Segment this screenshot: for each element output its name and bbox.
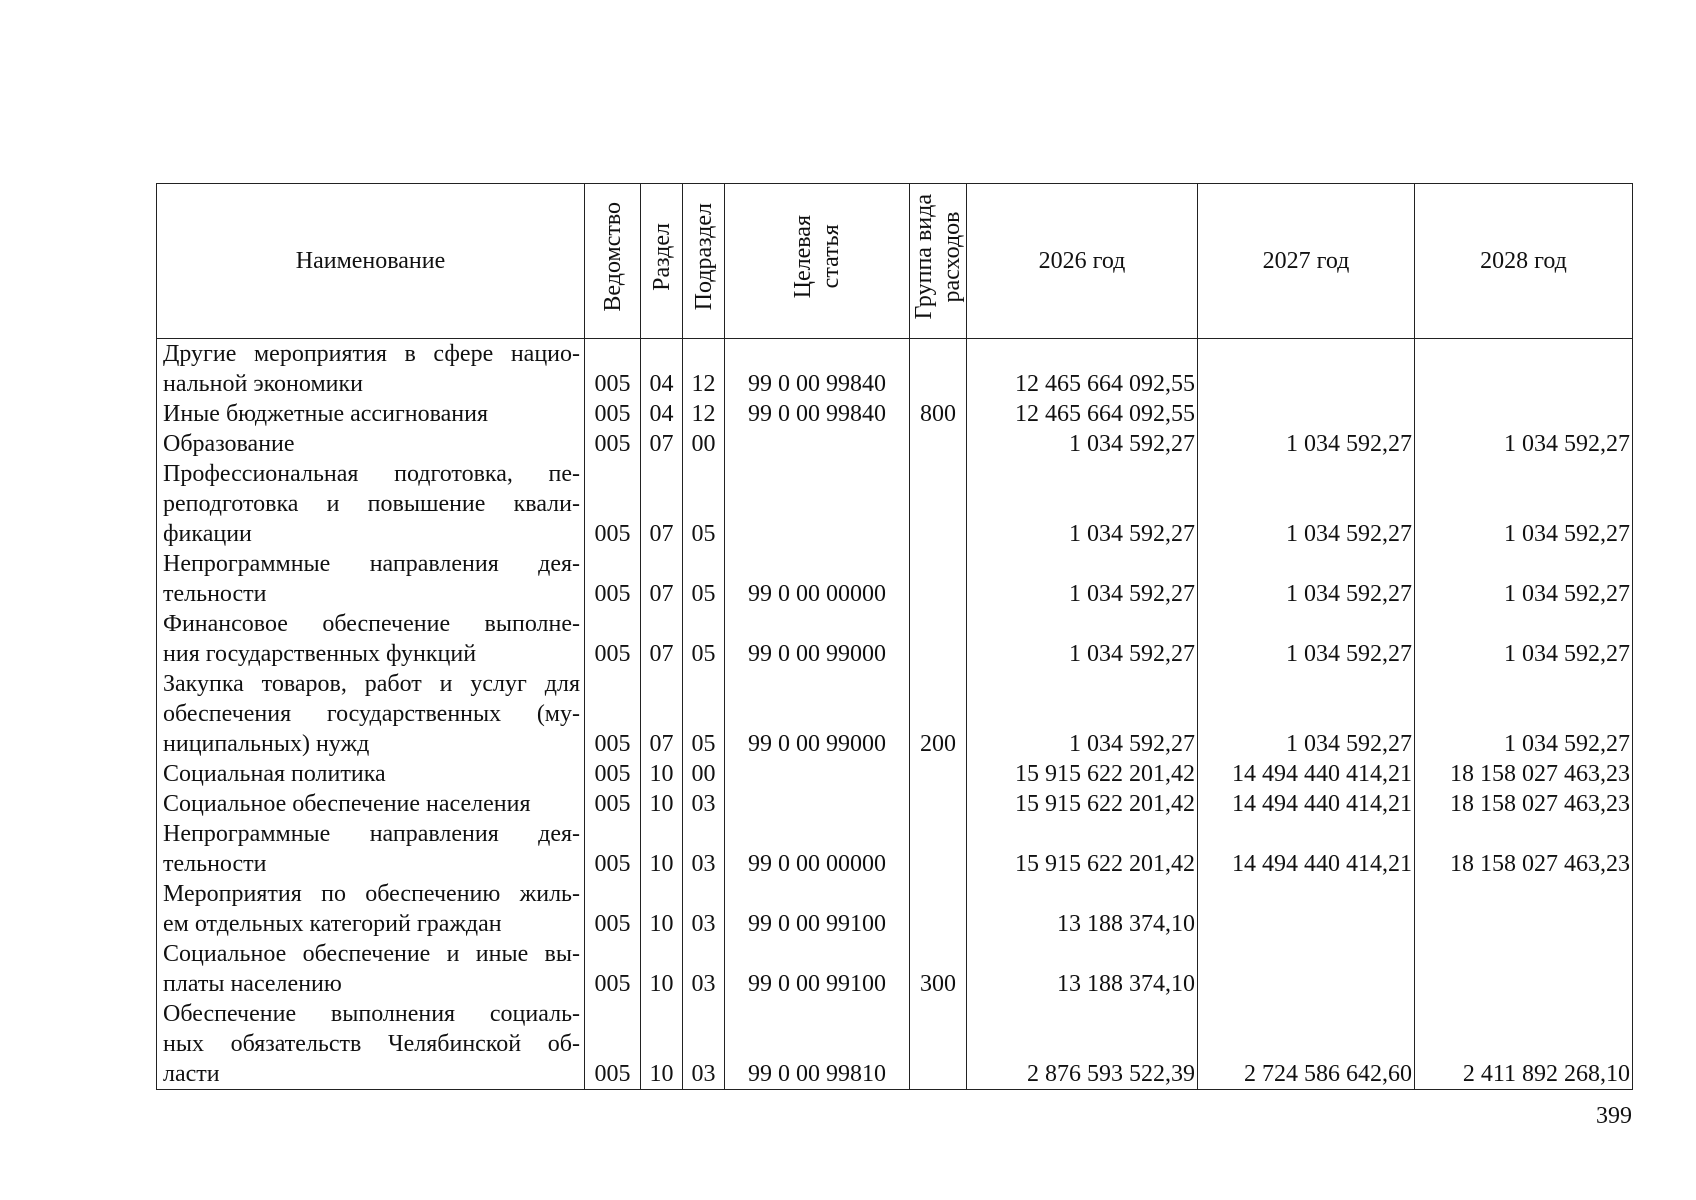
row-amount-2026: 1 034 592,27	[967, 549, 1198, 609]
row-amount-2027	[1198, 939, 1415, 999]
row-podrazdel: 12	[683, 399, 725, 429]
row-amount-2027: 1 034 592,27	[1198, 669, 1415, 759]
row-gruppa: 200	[910, 669, 967, 759]
header-name: Наименование	[157, 184, 585, 339]
row-razdel: 07	[641, 459, 683, 549]
row-name	[157, 939, 585, 999]
table-row	[157, 819, 1633, 879]
row-name	[157, 669, 585, 759]
row-gruppa	[910, 819, 967, 879]
row-vedomstvo: 005	[585, 759, 641, 789]
row-podrazdel: 03	[683, 789, 725, 819]
row-amount-2026: 15 915 622 201,42	[967, 789, 1198, 819]
row-name	[157, 819, 585, 879]
row-razdel: 04	[641, 399, 683, 429]
row-vedomstvo: 005	[585, 669, 641, 759]
row-amount-2026: 13 188 374,10	[967, 939, 1198, 999]
row-name-line: Закупка товаров, работ и услуг для	[163, 671, 580, 697]
row-celevaya-statya: 99 0 00 00000	[725, 819, 910, 879]
row-amount-2027: 14 494 440 414,21	[1198, 759, 1415, 789]
header-razdel: Раздел	[641, 184, 683, 339]
row-amount-2028	[1415, 879, 1633, 939]
row-name	[157, 759, 585, 789]
row-celevaya-statya: 99 0 00 99840	[725, 399, 910, 429]
row-vedomstvo: 005	[585, 879, 641, 939]
row-name-line: нальной экономики	[163, 371, 363, 397]
row-razdel: 10	[641, 879, 683, 939]
row-razdel: 10	[641, 939, 683, 999]
row-name	[157, 549, 585, 609]
row-podrazdel: 03	[683, 879, 725, 939]
row-vedomstvo: 005	[585, 609, 641, 669]
table-row	[157, 399, 1633, 429]
row-razdel: 10	[641, 759, 683, 789]
row-name	[157, 999, 585, 1090]
table-row	[157, 429, 1633, 459]
table-row	[157, 999, 1633, 1090]
row-name	[157, 399, 585, 429]
row-gruppa	[910, 999, 967, 1090]
row-celevaya-statya: 99 0 00 99810	[725, 999, 910, 1090]
row-gruppa	[910, 549, 967, 609]
row-razdel: 10	[641, 819, 683, 879]
row-amount-2028: 18 158 027 463,23	[1415, 819, 1633, 879]
row-name-line: Иные бюджетные ассигнования	[163, 401, 488, 427]
row-amount-2027: 1 034 592,27	[1198, 429, 1415, 459]
row-name-line: Социальное обеспечение и иные вы-	[163, 941, 580, 967]
row-razdel: 07	[641, 609, 683, 669]
header-year-2028: 2028 год	[1415, 184, 1633, 339]
table-row	[157, 879, 1633, 939]
row-amount-2027: 14 494 440 414,21	[1198, 819, 1415, 879]
row-name	[157, 789, 585, 819]
row-amount-2026: 1 034 592,27	[967, 609, 1198, 669]
row-podrazdel: 03	[683, 819, 725, 879]
row-amount-2026: 15 915 622 201,42	[967, 759, 1198, 789]
row-amount-2026: 1 034 592,27	[967, 459, 1198, 549]
row-amount-2027: 14 494 440 414,21	[1198, 789, 1415, 819]
row-name-line: Мероприятия по обеспечению жиль-	[163, 881, 580, 907]
row-name-line: реподготовка и повышение квали-	[163, 491, 580, 517]
row-vedomstvo: 005	[585, 819, 641, 879]
header-celevaya-statya: Целевая статья	[725, 184, 910, 339]
table-header-row	[157, 184, 1633, 339]
row-name-line: Финансовое обеспечение выполне-	[163, 611, 580, 637]
row-celevaya-statya: 99 0 00 99840	[725, 339, 910, 400]
row-amount-2026: 2 876 593 522,39	[967, 999, 1198, 1090]
row-amount-2026: 1 034 592,27	[967, 669, 1198, 759]
row-podrazdel: 03	[683, 999, 725, 1090]
row-name	[157, 429, 585, 459]
row-gruppa	[910, 759, 967, 789]
row-amount-2026: 12 465 664 092,55	[967, 339, 1198, 400]
row-name-line: ниципальных) нужд	[163, 731, 370, 757]
row-vedomstvo: 005	[585, 339, 641, 400]
row-celevaya-statya	[725, 429, 910, 459]
row-name-line: Непрограммные направления дея-	[163, 551, 580, 577]
row-celevaya-statya: 99 0 00 99000	[725, 609, 910, 669]
row-podrazdel: 12	[683, 339, 725, 400]
row-amount-2028: 1 034 592,27	[1415, 549, 1633, 609]
row-vedomstvo: 005	[585, 549, 641, 609]
row-vedomstvo: 005	[585, 999, 641, 1090]
table-row	[157, 459, 1633, 549]
row-name-line: тельности	[163, 851, 267, 877]
row-razdel: 10	[641, 999, 683, 1090]
row-razdel: 07	[641, 549, 683, 609]
row-razdel: 07	[641, 429, 683, 459]
row-vedomstvo: 005	[585, 789, 641, 819]
table-row	[157, 669, 1633, 759]
row-name-line: Другие мероприятия в сфере нацио-	[163, 341, 580, 367]
row-celevaya-statya: 99 0 00 00000	[725, 549, 910, 609]
row-name-line: Социальное обеспечение населения	[163, 791, 531, 817]
header-year-2027: 2027 год	[1198, 184, 1415, 339]
header-podrazdel: Подраздел	[683, 184, 725, 339]
row-gruppa	[910, 459, 967, 549]
row-celevaya-statya	[725, 789, 910, 819]
row-celevaya-statya	[725, 759, 910, 789]
row-name-line: Профессиональная подготовка, пе-	[163, 461, 580, 487]
row-razdel: 04	[641, 339, 683, 400]
row-name-line: ных обязательств Челябинской об-	[163, 1031, 580, 1057]
row-celevaya-statya: 99 0 00 99100	[725, 939, 910, 999]
row-vedomstvo: 005	[585, 459, 641, 549]
row-amount-2028: 1 034 592,27	[1415, 609, 1633, 669]
row-name	[157, 609, 585, 669]
row-name-line: обеспечения государственных (му-	[163, 701, 580, 727]
row-vedomstvo: 005	[585, 399, 641, 429]
row-name-line: Социальная политика	[163, 761, 386, 787]
row-amount-2028: 1 034 592,27	[1415, 429, 1633, 459]
table-row	[157, 759, 1633, 789]
table-row	[157, 939, 1633, 999]
row-podrazdel: 05	[683, 549, 725, 609]
row-name	[157, 339, 585, 400]
header-year-2026: 2026 год	[967, 184, 1198, 339]
row-vedomstvo: 005	[585, 429, 641, 459]
row-amount-2028: 2 411 892 268,10	[1415, 999, 1633, 1090]
row-amount-2027: 1 034 592,27	[1198, 549, 1415, 609]
row-amount-2027: 1 034 592,27	[1198, 459, 1415, 549]
row-celevaya-statya: 99 0 00 99100	[725, 879, 910, 939]
page-number: 399	[1596, 1103, 1632, 1129]
row-gruppa	[910, 789, 967, 819]
row-name-line: ем отдельных категорий граждан	[163, 911, 502, 937]
table-row	[157, 789, 1633, 819]
row-amount-2028	[1415, 399, 1633, 429]
row-amount-2028: 18 158 027 463,23	[1415, 789, 1633, 819]
budget-table	[156, 183, 1633, 1090]
row-name-line: Обеспечение выполнения социаль-	[163, 1001, 580, 1027]
row-razdel: 10	[641, 789, 683, 819]
row-name-line: ласти	[163, 1061, 220, 1087]
row-podrazdel: 00	[683, 429, 725, 459]
row-name-line: фикации	[163, 521, 252, 547]
row-name-line: ния государственных функций	[163, 641, 477, 667]
row-podrazdel: 03	[683, 939, 725, 999]
row-amount-2028	[1415, 939, 1633, 999]
row-name-line: Непрограммные направления дея-	[163, 821, 580, 847]
row-name-line: Образование	[163, 431, 295, 457]
row-gruppa: 800	[910, 399, 967, 429]
table-row	[157, 549, 1633, 609]
row-podrazdel: 05	[683, 669, 725, 759]
row-celevaya-statya: 99 0 00 99000	[725, 669, 910, 759]
row-amount-2028	[1415, 339, 1633, 400]
row-gruppa	[910, 429, 967, 459]
row-amount-2026: 12 465 664 092,55	[967, 399, 1198, 429]
row-name	[157, 459, 585, 549]
header-gruppa-vida-rashodov: Группа вида расходов	[910, 184, 967, 339]
row-podrazdel: 05	[683, 609, 725, 669]
row-podrazdel: 00	[683, 759, 725, 789]
row-amount-2028: 1 034 592,27	[1415, 669, 1633, 759]
row-celevaya-statya	[725, 459, 910, 549]
row-amount-2026: 1 034 592,27	[967, 429, 1198, 459]
row-amount-2026: 15 915 622 201,42	[967, 819, 1198, 879]
row-vedomstvo: 005	[585, 939, 641, 999]
row-amount-2027	[1198, 879, 1415, 939]
row-amount-2027: 2 724 586 642,60	[1198, 999, 1415, 1090]
row-name-line: тельности	[163, 581, 267, 607]
row-amount-2027: 1 034 592,27	[1198, 609, 1415, 669]
row-amount-2027	[1198, 399, 1415, 429]
row-amount-2028: 18 158 027 463,23	[1415, 759, 1633, 789]
row-name-line: платы населению	[163, 971, 342, 997]
row-amount-2027	[1198, 339, 1415, 400]
table-row	[157, 609, 1633, 669]
header-vedomstvo: Ведомство	[585, 184, 641, 339]
row-gruppa: 300	[910, 939, 967, 999]
row-gruppa	[910, 339, 967, 400]
row-razdel: 07	[641, 669, 683, 759]
row-name	[157, 879, 585, 939]
row-amount-2026: 13 188 374,10	[967, 879, 1198, 939]
row-podrazdel: 05	[683, 459, 725, 549]
table-row	[157, 339, 1633, 400]
row-gruppa	[910, 609, 967, 669]
row-gruppa	[910, 879, 967, 939]
row-amount-2028: 1 034 592,27	[1415, 459, 1633, 549]
